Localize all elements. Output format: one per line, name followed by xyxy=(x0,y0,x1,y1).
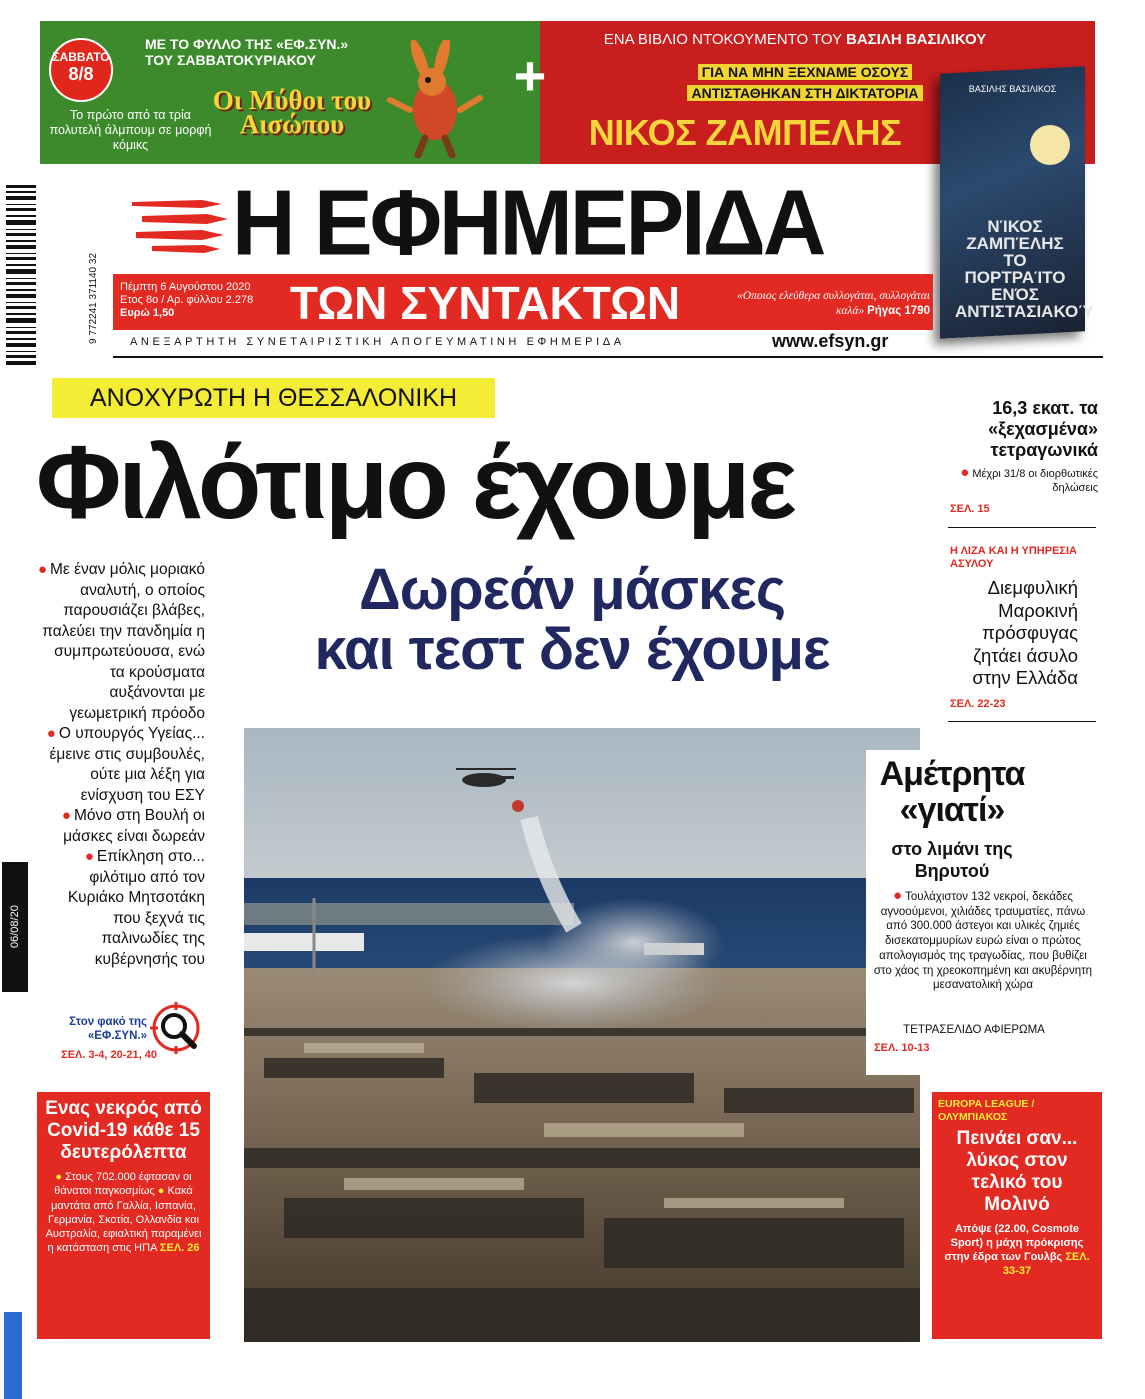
promo-book-line xyxy=(555,31,1035,49)
rabbit-illustration-icon xyxy=(380,40,490,158)
masthead-quote-author: Ρήγας 1790 xyxy=(867,305,930,317)
covid-pages: ΣΕΛ. 26 xyxy=(159,1242,200,1255)
europa-text-body: Απόψε (22.00, Cosmote Sport) η μάχη πρόκρισης στην έδρα των Γουλβς xyxy=(944,1223,1084,1263)
issue-number: Ετος 8ο / Αρ. φύλλου 2.278 xyxy=(120,294,254,306)
issue-price: Ευρώ 1,50 xyxy=(120,307,175,319)
lens-label: Στον φακό της «ΕΦ.ΣΥΝ.» xyxy=(69,1016,147,1042)
lead-headline: Φιλότιμο έχουμε xyxy=(36,425,794,541)
masthead-title: Η ΕΦΗΜΕΡΙΔΑ xyxy=(232,170,824,275)
lead-bullet: ● Μόνο στη Βουλή οι μάσκες είναι δωρεάν xyxy=(61,807,205,845)
barcode-number: 9 772241 371140 32 xyxy=(88,252,99,344)
sqm-text: ● Μέχρι 31/8 οι διορθωτικές δηλώσεις xyxy=(960,464,1098,494)
beirut-subtitle: στο λιμάνι της Βηρυτού xyxy=(891,839,1013,881)
asylum-pages: ΣΕΛ. 22-23 xyxy=(950,698,1006,710)
europa-text xyxy=(938,1222,1096,1278)
masthead-divider xyxy=(113,356,1103,358)
masthead-tagline: ΑΝΕΞΑΡΤΗΤΗ ΣΥΝΕΤΑΙΡΙΣΤΙΚΗ ΑΠΟΓΕΥΜΑΤΙΝΗ ΕΦΗΜΕΡΙΔΑ xyxy=(130,336,625,348)
bullet-dot-icon: ● xyxy=(37,561,47,578)
lens-pages: ΣΕΛ. 3-4, 20-21, 40 xyxy=(61,1049,157,1061)
asylum-title: Διεμφυλική Μαροκινή πρόσφυγας ζητάει άσυλο στην Ελλάδα xyxy=(972,577,1078,688)
beirut-pages: ΣΕΛ. 10-13 xyxy=(874,1042,930,1054)
masthead-quote-text: «Οποιος ελεύθερα συλλογάται, συλλογάται καλά» xyxy=(737,290,930,317)
bullet-dot-icon: ● xyxy=(84,848,94,865)
europa-pages: ΣΕΛ. 33-37 xyxy=(1002,1251,1090,1277)
bullet-dot-icon: ● xyxy=(55,1171,63,1183)
masthead-subtitle: ΤΩΝ ΣΥΝΤΑΚΤΩΝ xyxy=(289,277,681,329)
lead-deck-line-2: και τεστ δεν έχουμε xyxy=(314,617,830,682)
covid-text-1: Στους 702.000 έφτασαν οι θάνατοι παγκοσμίως xyxy=(54,1171,192,1198)
promo-book-pre: ΕΝΑ ΒΙΒΛΙΟ ΝΤΟΚΟΥΜΕΝΤΟ ΤΟΥ xyxy=(603,31,842,48)
right-divider xyxy=(948,527,1096,528)
book-cover-title: ΝΊΚΟΣ ΖΑΜΠΈΛΗΣ ΤΟ ΠΟΡΤΡΑΊΤΟ ΕΝΌΣ ΑΝΤΙΣΤΑΣΙΑΚΟΎ xyxy=(955,217,1094,321)
promo-date-day: ΣΑΒΒΑΤΟ xyxy=(52,50,110,64)
bullet-dot-icon: ● xyxy=(46,725,56,742)
covid-text-2: Κακά μαντάτα από Γαλλία, Ισπανία, Γερμανία, Σκοτία, Ολλανδία και Αυστραλία, εφιαλτική παραμένει η κατάσταση στις ΗΠΑ xyxy=(45,1185,202,1255)
bullet-dot-icon: ● xyxy=(960,464,970,481)
promo-date-badge xyxy=(49,38,113,102)
lead-deck xyxy=(222,557,922,682)
sqm-title: 16,3 εκατ. τα «ξεχασμένα» τετραγωνικά xyxy=(988,398,1098,460)
beirut-special: ΤΕΤΡΑΣΕΛΙΔΟ ΑΦΙΕΡΩΜΑ xyxy=(903,1024,1045,1036)
promo-comics-line: ΜΕ ΤΟ ΦΥΛΛΟ ΤΗΣ «ΕΦ.ΣΥΝ.» ΤΟΥ ΣΑΒΒΑΤΟΚΥΡΙΑΚΟΥ xyxy=(145,36,349,68)
promo-book-desc-1: ΓΙΑ ΝΑ ΜΗΝ ΞΕΧΝΑΜΕ ΟΣΟΥΣ xyxy=(698,64,913,80)
promo-book-name: ΝΙΚΟΣ ΖΑΜΠΕΛΗΣ xyxy=(588,112,902,153)
europa-title: Πεινάει σαν... λύκος στον τελικό του Μολινό xyxy=(956,1128,1078,1215)
moon-icon xyxy=(1030,125,1070,165)
promo-date-num: 8/8 xyxy=(68,64,94,84)
bullet-dot-icon: ● xyxy=(61,807,71,824)
lead-bullet: ● Με έναν μόλις μοριακό αναλυτή, ο οποίος παρουσιάζει βλάβες, παλεύει την πανδημία η συμπρωτεύουσα, ενώ τα κρούσματα αυξάνονται με γεωμετρική πρόοδο xyxy=(37,561,205,722)
lead-kicker: ΑΝΟΧΥΡΩΤΗ Η ΘΕΣΣΑΛΟΝΙΚΗ xyxy=(52,378,495,418)
covid-box xyxy=(37,1092,210,1339)
promo-book-desc xyxy=(645,62,965,104)
aesop-title: Οι Μύθοι του Αισώπου xyxy=(212,85,372,139)
barcode-icon xyxy=(6,185,36,365)
side-date-strip: 06/08/20 xyxy=(2,862,28,992)
lead-bullet: ● Ο υπουργός Υγείας... έμεινε στις συμβουλές, ούτε μια λέξη για ενίσχυση του ΕΣΥ xyxy=(46,725,205,804)
book-cover-author: ΒΑΣΙΛΗΣ ΒΑΣΙΛΙΚΟΣ xyxy=(968,84,1057,94)
pen-nibs-logo-icon xyxy=(132,192,230,254)
promo-book-author: ΒΑΣΙΛΗ ΒΑΣΙΛΙΚΟΥ xyxy=(846,31,987,48)
beirut-text: ● Τουλάχιστον 132 νεκροί, δεκάδες αγνοούμενοι, χιλιάδες τραυματίες, πάνω από 300.000 άστεγοι και υλικές ζημιές δισεκατομμυρίων ευρώ είναι ο πρώτος απολογισμός της τραγωδίας, που βυθίζει στο χάος τη χρεοκοπημένη και ακυβέρνητη μεσανατολική χώρα xyxy=(873,887,1093,992)
right-divider xyxy=(948,721,1096,722)
side-blue-strip xyxy=(4,1312,22,1399)
magnifier-target-icon xyxy=(150,1002,208,1060)
bullet-dot-icon: ● xyxy=(893,887,903,904)
lead-deck-line-1: Δωρεάν μάσκες xyxy=(359,557,785,622)
issue-date: Πέμπτη 6 Αυγούστου 2020 xyxy=(120,281,251,293)
europa-box xyxy=(932,1092,1102,1339)
lead-bullet: ● Επίκληση στο... φιλότιμο από τον Κυριάκο Μητσοτάκη που ξεχνά τις παλινωδίες της κυβέρνησής του xyxy=(67,848,205,968)
lead-bullets xyxy=(37,560,205,970)
website-link[interactable]: www.efsyn.gr xyxy=(772,331,889,351)
promo-plus: + xyxy=(513,44,547,107)
covid-text xyxy=(43,1170,204,1256)
sqm-pages: ΣΕΛ. 15 xyxy=(950,503,990,515)
europa-kicker: EUROPA LEAGUE / ΟΛΥΜΠΙΑΚΟΣ xyxy=(938,1098,1035,1123)
promo-comics-desc: Το πρώτο από τα τρία πολυτελή άλμπουμ σε μορφή κόμικς xyxy=(49,108,212,152)
beirut-port-photo xyxy=(244,728,920,1342)
bullet-dot-icon: ● xyxy=(157,1185,165,1198)
asylum-kicker: Η ΛΙΖΑ ΚΑΙ Η ΥΠΗΡΕΣΙΑ ΑΣΥΛΟΥ xyxy=(950,545,1078,570)
beirut-title: Αμέτρητα «γιατί» xyxy=(879,755,1025,829)
promo-book-desc-2: ΑΝΤΙΣΤΑΘΗΚΑΝ ΣΤΗ ΔΙΚΤΑΤΟΡΙΑ xyxy=(687,85,922,101)
masthead-quote xyxy=(730,289,930,319)
covid-title: Ενας νεκρός από Covid-19 κάθε 15 δευτερόλεπτα xyxy=(45,1098,202,1163)
